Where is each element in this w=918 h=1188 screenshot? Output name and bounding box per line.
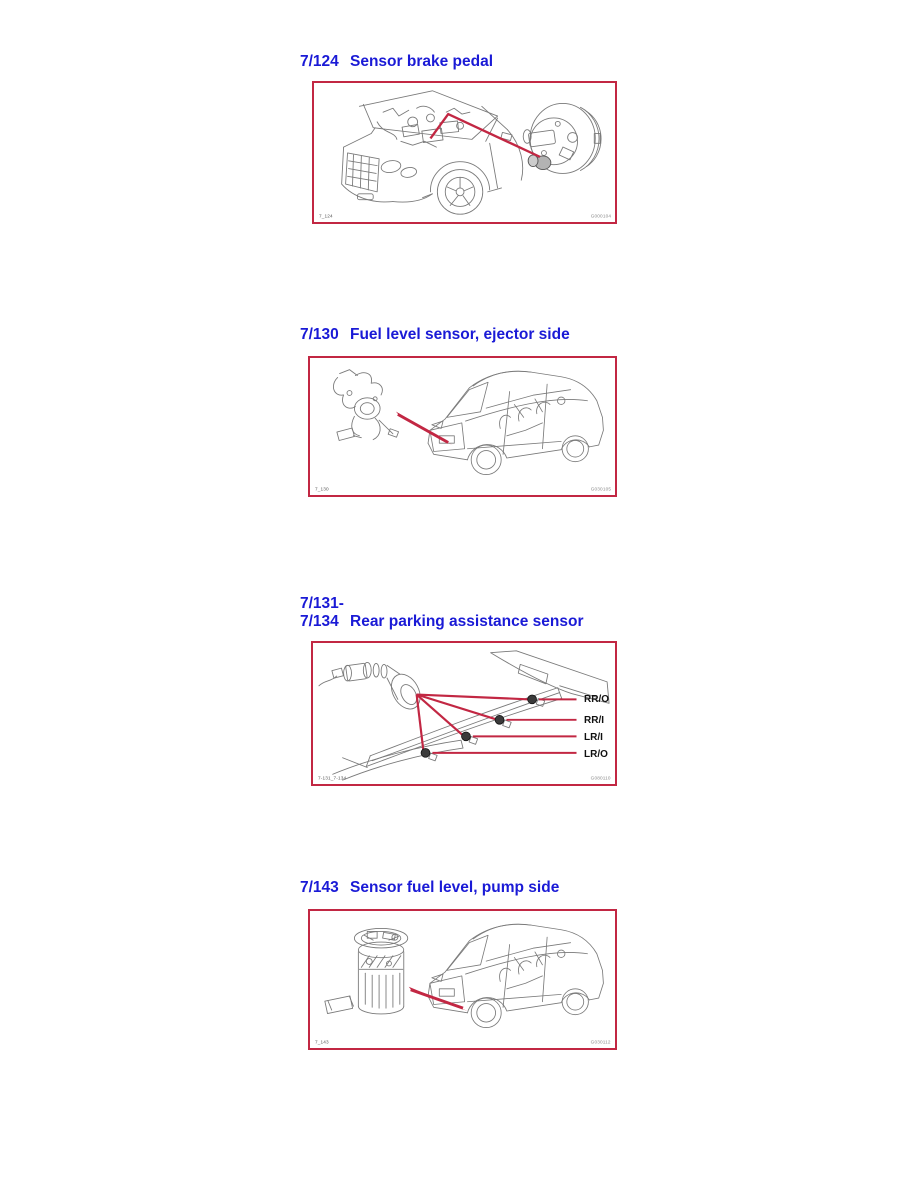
section-heading-7-124 — [300, 53, 493, 71]
figure-id-label: 7_143 — [315, 1040, 329, 1045]
sensor-label-lr-o: LR/O — [584, 749, 608, 760]
section-heading-7-130 — [300, 326, 570, 344]
component-title: Sensor fuel level, pump side — [350, 879, 560, 896]
figure-ref-code: G030112 — [590, 1040, 611, 1045]
figure-id-label: 7_124 — [319, 214, 333, 219]
component-number: 7/130 — [300, 326, 339, 343]
figure-rear-parking-sensors — [311, 641, 617, 786]
brake-pedal-illustration — [314, 83, 615, 222]
component-number-range-start: 7/131- — [300, 595, 344, 612]
figure-ref-code: G030105 — [590, 487, 611, 492]
figure-brake-pedal-sensor — [312, 81, 617, 224]
component-number: 7/124 — [300, 53, 339, 70]
component-title: Fuel level sensor, ejector side — [350, 326, 570, 343]
component-title: Sensor brake pedal — [350, 53, 494, 70]
section-heading-7-131-134 — [300, 595, 583, 631]
section-heading-7-143 — [300, 879, 559, 897]
sensor-label-rr-i: RR/I — [584, 715, 604, 726]
figure-ref-code: G080110 — [590, 776, 611, 781]
parking-sensor-illustration — [313, 643, 615, 784]
sensor-label-rr-o: RR/O — [584, 694, 609, 705]
component-title: Rear parking assistance sensor — [350, 613, 584, 630]
fuel-pump-illustration — [310, 911, 615, 1048]
figure-ref-code: G000104 — [590, 214, 611, 219]
sensor-label-lr-i: LR/I — [584, 732, 603, 743]
figure-id-label: 7-131_7-134 — [318, 776, 347, 781]
component-number: 7/143 — [300, 879, 339, 896]
figure-fuel-level-sensor-ejector — [308, 356, 617, 497]
fuel-level-sensor-illustration — [310, 358, 615, 495]
figure-fuel-level-sensor-pump — [308, 909, 617, 1050]
figure-id-label: 7_130 — [315, 487, 329, 492]
component-number-range-end: 7/134 — [300, 613, 339, 630]
